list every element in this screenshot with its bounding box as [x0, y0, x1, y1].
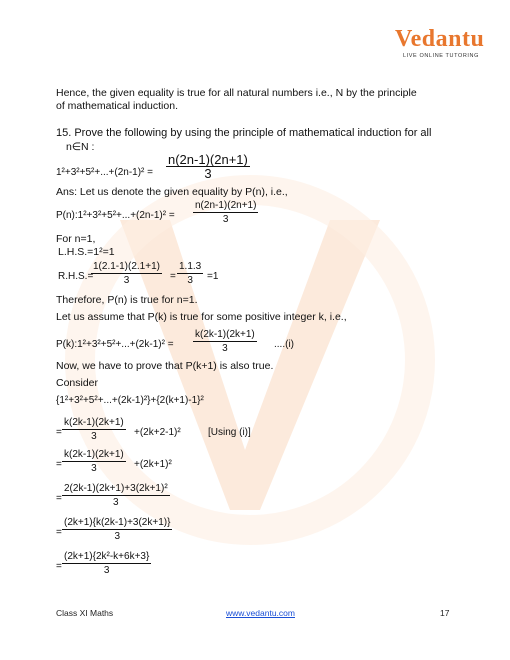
step4-numerator: (2k+1){k(2k-1)+3(2k+1)} — [64, 517, 171, 528]
lhs-equation: L.H.S.=1²=1 — [58, 246, 115, 258]
question-equation-lhs: 1²+3²+5²+...+(2n-1)² = — [56, 167, 153, 178]
footer-class-label: Class XI Maths — [56, 608, 114, 618]
logo-text: Vedantu — [395, 26, 485, 52]
rhs-numerator-2: 1.1.3 — [179, 261, 202, 272]
rhs-label: R.H.S.= — [58, 271, 94, 282]
step4-fraction — [62, 516, 172, 543]
step3-numerator: 2(2k-1)(2k+1)+3(2k+1)² — [64, 483, 168, 494]
logo-tagline: LIVE ONLINE TUTORING — [403, 53, 479, 59]
step4-equals: = — [56, 527, 62, 538]
step5-equals: = — [56, 561, 62, 572]
step2-rest: +(2k+1)² — [134, 459, 172, 470]
step5-denominator: 3 — [103, 565, 110, 576]
step2-denominator: 3 — [91, 463, 97, 474]
rhs-denominator-1: 3 — [123, 275, 130, 286]
question-equation-numerator: n(2n-1)(2n+1) — [168, 152, 248, 167]
step1-equals: = — [56, 427, 62, 438]
rhs-denominator-2: 3 — [187, 275, 193, 286]
pn-lhs: P(n):1²+3²+5²+...+(2n-1)² = — [56, 210, 175, 221]
question-line-1: 15. Prove the following by using the principle of mathematical induction for all — [56, 127, 432, 139]
question-equation-denominator: 3 — [204, 166, 212, 181]
pk-numerator: k(2k-1)(2k+1) — [195, 329, 255, 340]
step3-fraction — [62, 482, 170, 509]
consider-expression: {1²+3²+5²+...+(2k-1)²}+{2(k+1)-1}² — [56, 395, 204, 406]
pk-tag: ....(i) — [274, 339, 294, 350]
step4-denominator: 3 — [114, 531, 120, 542]
step5-fraction — [62, 550, 151, 577]
answer-intro: Ans: Let us denote the given equality by P(n), i.e., — [56, 186, 288, 198]
intro-line-2: of mathematical induction. — [56, 100, 178, 112]
rhs-equals: = — [170, 271, 176, 282]
assume-line: Let us assume that P(k) is true for some positive integer k, i.e., — [56, 311, 347, 323]
step1-note: [Using (i)] — [208, 427, 251, 438]
rhs-fraction-2 — [177, 260, 203, 287]
step1-rest: +(2k+2-1)² — [134, 427, 181, 438]
therefore-line: Therefore, P(n) is true for n=1. — [56, 294, 198, 306]
step2-fraction — [62, 448, 126, 475]
pk-denominator: 3 — [222, 343, 228, 354]
pn-numerator: n(2n-1)(2n+1) — [195, 200, 257, 211]
rhs-result: =1 — [207, 271, 219, 282]
step5-numerator: (2k+1){2k²-k+6k+3} — [64, 551, 150, 562]
intro-line-1: Hence, the given equality is true for all natural numbers i.e., N by the principle — [56, 87, 417, 99]
for-n-1: For n=1, — [56, 233, 96, 245]
question-equation-fraction — [166, 153, 250, 180]
rhs-fraction-1 — [91, 260, 162, 287]
step2-numerator: k(2k-1)(2k+1) — [64, 449, 124, 460]
question-line-2: n∈N : — [66, 141, 95, 153]
pn-denominator: 3 — [222, 214, 229, 225]
consider-label: Consider — [56, 377, 99, 389]
step3-equals: = — [56, 493, 62, 504]
rhs-numerator-1: 1(2.1-1)(2.1+1) — [93, 261, 160, 272]
step1-numerator: k(2k-1)(2k+1) — [64, 417, 124, 428]
footer-website-link[interactable]: www.vedantu.com — [226, 608, 295, 618]
step1-denominator: 3 — [91, 431, 97, 442]
step2-equals: = — [56, 459, 62, 470]
brand-logo — [395, 26, 484, 59]
footer-page-number: 17 — [440, 608, 450, 618]
pk-lhs: P(k):1²+3²+5²+...+(2k-1)² = — [56, 339, 174, 350]
step3-denominator: 3 — [113, 497, 119, 508]
pk-fraction — [193, 328, 257, 355]
now-line: Now, we have to prove that P(k+1) is also true. — [56, 360, 274, 372]
step1-fraction — [62, 416, 126, 443]
pn-fraction — [193, 199, 258, 226]
